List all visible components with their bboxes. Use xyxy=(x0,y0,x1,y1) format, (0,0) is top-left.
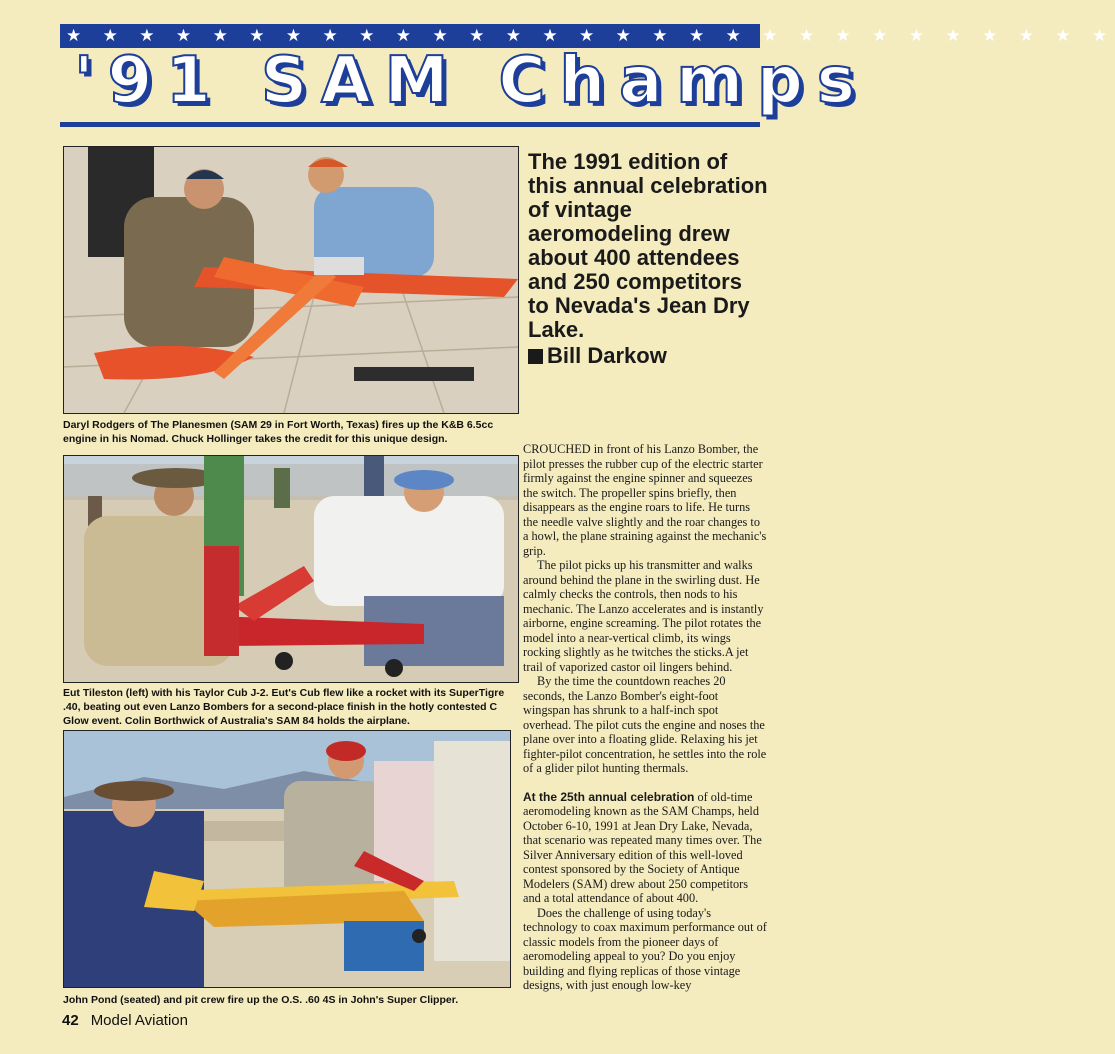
title-banner xyxy=(60,24,1115,128)
photo-taylor-cub-image xyxy=(64,456,518,682)
lead-in: At the 25th annual celebration xyxy=(523,789,695,804)
page-title: '91 SAM Champs xyxy=(74,44,869,118)
article-body xyxy=(523,442,767,993)
body-paragraph: By the time the countdown reaches 20 seconds, the Lanzo Bomber's eight-foot wingspan has shrunk to a half-inch spot overhead. The pilot cuts the engine and noses the plane over into a floating glide. Relaxing his jet fighter-pilot concentration, he settles into the role of a glider pilot hunting thermals. xyxy=(523,674,767,775)
deck-text: The 1991 edition of this annual celebration of vintage aeromodeling drew about 400 attendees and 250 competitors to Nevada's Jean Dry Lake. xyxy=(528,149,768,342)
byline-square-icon xyxy=(528,349,543,364)
photo-nomad xyxy=(63,146,519,414)
title-underline xyxy=(60,122,760,127)
body-paragraph xyxy=(523,790,767,906)
photo-nomad-image xyxy=(64,147,518,413)
photo-caption-1: Daryl Rodgers of The Planesmen (SAM 29 in Fort Worth, Texas) fires up the K&B 6.5cc engine in his Nomad. Chuck Hollinger takes the credit for this unique design. xyxy=(63,419,494,445)
author-name: Bill Darkow xyxy=(547,343,667,368)
photo-caption-3: John Pond (seated) and pit crew fire up the O.S. .60 4S in John's Super Clipper. xyxy=(63,994,459,1006)
photo-super-clipper xyxy=(63,730,511,988)
page-footer xyxy=(62,1012,188,1029)
body-paragraph: Does the challenge of using today's technology to coax maximum performance out of classic models from the pioneer days of aeromodeling appeal to you? Do you enjoy building and flying replicas of those vintage designs, with just enough low-key xyxy=(523,905,767,992)
photo-taylor-cub xyxy=(63,455,519,683)
body-paragraph: CROUCHED in front of his Lanzo Bomber, the pilot presses the rubber cup of the electric starter firmly against the engine spinner and squeezes the switch. The propeller spins briefly, then disappears as the engine roars to life. He turns the needle valve slightly and the roar changes to a howl, the plane straining against the mechanic's grip. xyxy=(523,442,767,558)
stars-strip: ★ ★ ★ ★ ★ ★ ★ ★ ★ ★ ★ ★ ★ ★ ★ ★ ★ ★ ★ ★ ★ ★ ★ ★ ★ ★ ★ ★ ★ xyxy=(60,24,760,48)
body-paragraph: The pilot picks up his transmitter and walks around behind the plane in the swirling dust. He calmly checks the controls, then nods to his mechanic. The Lanzo accelerates and is instantly airborne, engine screaming. The pilot rotates the model into a near-vertical climb, its wings rocking slightly as he twitches the sticks.A jet trail of vaporized castor oil lingers behind. xyxy=(523,558,764,674)
body-paragraph-text: of old-time aeromodeling known as the SAM Champs, held October 6-10, 1991 at Jean Dry Lake, Nevada, that scenario was repeated many times over. The Silver Anniversary edition of this well-loved contest sponsored by the Society of Antique Modelers (SAM) drew about 250 competitors and a total attendance of about 400. xyxy=(523,789,762,905)
page-number: 42 xyxy=(62,1012,79,1029)
photo-super-clipper-image xyxy=(64,731,510,987)
magazine-name: Model Aviation xyxy=(90,1012,188,1029)
byline xyxy=(528,344,768,368)
photo-caption-2: Eut Tileston (left) with his Taylor Cub J-2. Eut's Cub flew like a rocket with its SuperTigre .40, beating out even Lanzo Bombers for a second-place finish in the hotly contested C Glow event. Colin Borthwick of Australia's SAM 84 holds the airplane. xyxy=(63,687,505,727)
article-deck xyxy=(528,150,768,368)
